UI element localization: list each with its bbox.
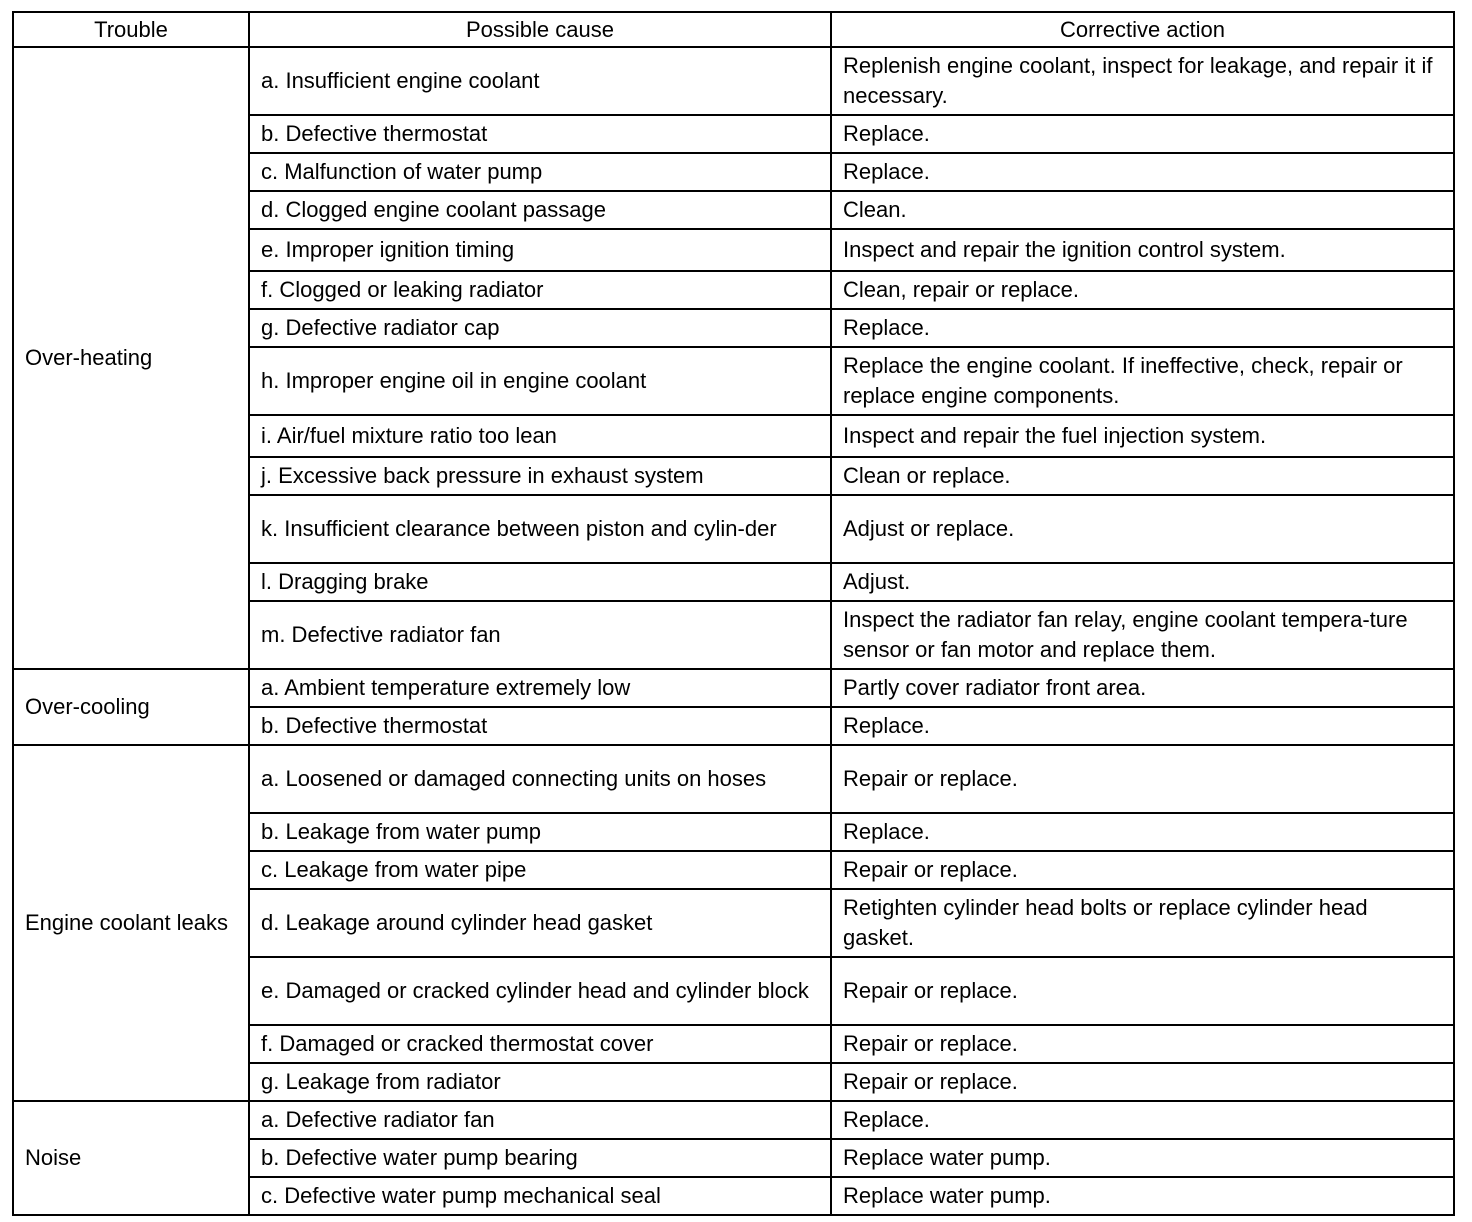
cause-cell: j. Excessive back pressure in exhaust system	[249, 457, 831, 495]
action-cell: Repair or replace.	[831, 745, 1454, 813]
troubleshooting-table	[12, 11, 1455, 1216]
action-cell: Replace water pump.	[831, 1139, 1454, 1177]
action-cell: Replace.	[831, 813, 1454, 851]
cause-cell: a. Ambient temperature extremely low	[249, 669, 831, 707]
cause-cell: b. Defective thermostat	[249, 115, 831, 153]
cause-cell: a. Defective radiator fan	[249, 1101, 831, 1139]
cause-cell: h. Improper engine oil in engine coolant	[249, 347, 831, 415]
cause-cell: c. Leakage from water pipe	[249, 851, 831, 889]
action-cell: Adjust or replace.	[831, 495, 1454, 563]
action-cell: Repair or replace.	[831, 851, 1454, 889]
header-possible-cause: Possible cause	[249, 12, 831, 47]
action-cell: Replace.	[831, 1101, 1454, 1139]
cause-cell: f. Clogged or leaking radiator	[249, 271, 831, 309]
cause-cell: k. Insufficient clearance between piston and cylin-der	[249, 495, 831, 563]
header-trouble: Trouble	[13, 12, 249, 47]
action-cell: Replace.	[831, 707, 1454, 745]
cause-cell: b. Leakage from water pump	[249, 813, 831, 851]
cause-cell: e. Improper ignition timing	[249, 229, 831, 271]
header-corrective-action: Corrective action	[831, 12, 1454, 47]
trouble-cell: Over-heating	[13, 47, 249, 669]
header-row	[13, 12, 1454, 47]
action-cell: Clean or replace.	[831, 457, 1454, 495]
action-cell: Partly cover radiator front area.	[831, 669, 1454, 707]
table-body	[13, 47, 1454, 1215]
action-cell: Clean.	[831, 191, 1454, 229]
cause-cell: m. Defective radiator fan	[249, 601, 831, 669]
table-row	[13, 47, 1454, 115]
cause-cell: b. Defective thermostat	[249, 707, 831, 745]
action-cell: Replenish engine coolant, inspect for leakage, and repair it if necessary.	[831, 47, 1454, 115]
cause-cell: a. Insufficient engine coolant	[249, 47, 831, 115]
trouble-cell: Noise	[13, 1101, 249, 1215]
action-cell: Replace water pump.	[831, 1177, 1454, 1215]
table-row	[13, 1101, 1454, 1139]
table-row	[13, 669, 1454, 707]
cause-cell: c. Malfunction of water pump	[249, 153, 831, 191]
action-cell: Replace.	[831, 153, 1454, 191]
cause-cell: d. Leakage around cylinder head gasket	[249, 889, 831, 957]
action-cell: Adjust.	[831, 563, 1454, 601]
action-cell: Repair or replace.	[831, 1063, 1454, 1101]
action-cell: Replace the engine coolant. If ineffective, check, repair or replace engine components.	[831, 347, 1454, 415]
action-cell: Inspect and repair the ignition control system.	[831, 229, 1454, 271]
table-row	[13, 745, 1454, 813]
cause-cell: d. Clogged engine coolant passage	[249, 191, 831, 229]
cause-cell: l. Dragging brake	[249, 563, 831, 601]
cause-cell: c. Defective water pump mechanical seal	[249, 1177, 831, 1215]
action-cell: Inspect the radiator fan relay, engine coolant tempera-ture sensor or fan motor and replace them.	[831, 601, 1454, 669]
action-cell: Replace.	[831, 115, 1454, 153]
action-cell: Clean, repair or replace.	[831, 271, 1454, 309]
action-cell: Inspect and repair the fuel injection system.	[831, 415, 1454, 457]
trouble-cell: Over-cooling	[13, 669, 249, 745]
cause-cell: i. Air/fuel mixture ratio too lean	[249, 415, 831, 457]
cause-cell: e. Damaged or cracked cylinder head and cylinder block	[249, 957, 831, 1025]
cause-cell: f. Damaged or cracked thermostat cover	[249, 1025, 831, 1063]
action-cell: Retighten cylinder head bolts or replace cylinder head gasket.	[831, 889, 1454, 957]
action-cell: Replace.	[831, 309, 1454, 347]
cause-cell: g. Leakage from radiator	[249, 1063, 831, 1101]
trouble-cell: Engine coolant leaks	[13, 745, 249, 1101]
cause-cell: g. Defective radiator cap	[249, 309, 831, 347]
cause-cell: b. Defective water pump bearing	[249, 1139, 831, 1177]
action-cell: Repair or replace.	[831, 1025, 1454, 1063]
action-cell: Repair or replace.	[831, 957, 1454, 1025]
cause-cell: a. Loosened or damaged connecting units on hoses	[249, 745, 831, 813]
